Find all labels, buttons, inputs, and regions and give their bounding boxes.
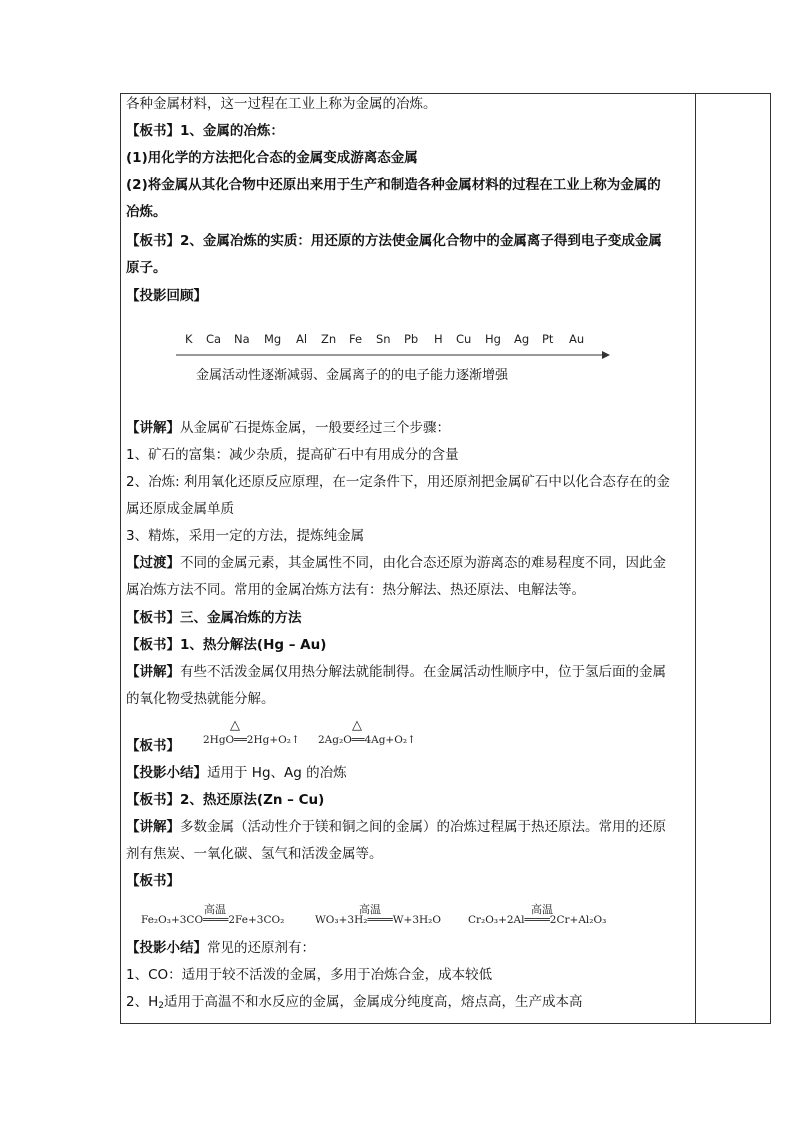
reducer-h2 bbox=[126, 993, 582, 1015]
step-3: 3、精炼，采用一定的方法，提炼纯金属 bbox=[126, 528, 365, 544]
summary-line bbox=[126, 764, 347, 782]
tag: 【板书】 bbox=[126, 233, 180, 249]
element-symbol: Pt bbox=[542, 332, 554, 346]
element-symbol: Fe bbox=[349, 332, 363, 346]
board-label: 【板书】 bbox=[126, 738, 180, 754]
formula-fe2o3: Fe₂O₃+3CO════2Fe+3CO₂ bbox=[141, 914, 285, 926]
summary-line bbox=[126, 939, 315, 957]
text: 2、热还原法(Zn – Cu) bbox=[180, 792, 325, 808]
text: 有些不活泼金属仅用热分解法就能制得。在金属活动性顺序中，位于氢后面的金属 bbox=[180, 664, 666, 680]
essence-cont: 原子。 bbox=[126, 260, 167, 276]
element-symbol: Ca bbox=[206, 332, 222, 346]
element-symbol: K bbox=[185, 332, 193, 346]
heat-symbol: △ bbox=[230, 718, 240, 733]
text: 常见的还原剂有： bbox=[207, 940, 315, 956]
formula-wo3: WO₃+3H₂════W+3H₂O bbox=[315, 914, 441, 926]
text: 适用于 Hg、Ag 的冶炼 bbox=[207, 765, 347, 781]
text: 2、H bbox=[126, 994, 159, 1010]
intro-line: 各种金属材料，这一过程在工业上称为金属的冶炼。 bbox=[126, 96, 437, 112]
formula-ag2o: 2Ag₂O══4Ag+O₂↑ bbox=[318, 734, 416, 746]
text: 适用于高温不和水反应的金属，金属成分纯度高，熔点高，生产成本高 bbox=[163, 994, 583, 1010]
tag: 【过渡】 bbox=[126, 555, 180, 571]
subscript: 2 bbox=[158, 1001, 164, 1011]
element-symbol: Pb bbox=[404, 332, 419, 346]
lecture-cont: 的氧化物受热就能分解。 bbox=[126, 691, 275, 707]
transition-cont: 属冶炼方法不同。常用的金属冶炼方法有：热分解法、热还原法、电解法等。 bbox=[126, 582, 585, 598]
tag: 【讲解】 bbox=[126, 420, 180, 436]
tag: 【板书】 bbox=[126, 792, 180, 808]
element-symbol: Sn bbox=[376, 332, 391, 346]
step-1: 1、矿石的富集：减少杂质，提高矿石中有用成分的含量 bbox=[126, 447, 459, 463]
arrow-right-icon bbox=[176, 349, 612, 361]
tag: 【讲解】 bbox=[126, 664, 180, 680]
text: 1、金属的冶炼： bbox=[180, 123, 284, 139]
formula-hgo: 2HgO══2Hg+O₂↑ bbox=[203, 734, 300, 746]
board-line bbox=[126, 636, 326, 654]
element-symbol: Al bbox=[296, 332, 308, 346]
board-line bbox=[126, 232, 662, 250]
high-temp-label: 高温 bbox=[204, 903, 226, 916]
element-symbol: Ag bbox=[514, 332, 530, 346]
tag: 【板书】 bbox=[126, 637, 180, 653]
text: 2、金属冶炼的实质：用还原的方法使金属化合物中的金属离子得到电子变成金属 bbox=[180, 233, 662, 249]
element-symbol: H bbox=[434, 332, 443, 346]
board-line bbox=[126, 609, 302, 627]
column-divider bbox=[695, 93, 696, 1024]
text: 1、热分解法(Hg – Au) bbox=[180, 637, 327, 653]
element-symbol: Cu bbox=[456, 332, 472, 346]
point-2: (2)将金属从其化合物中还原出来用于生产和制造各种金属材料的过程在工业上称为金属的 bbox=[126, 177, 661, 193]
lecture-cont: 剂有焦炭、一氧化碳、氢气和活泼金属等。 bbox=[126, 846, 383, 862]
transition-line bbox=[126, 554, 666, 572]
heat-symbol: △ bbox=[352, 718, 362, 733]
formula-cr2o3: Cr₂O₃+2Al════2Cr+Al₂O₃ bbox=[468, 914, 607, 926]
tag: 【投影小结】 bbox=[126, 765, 207, 781]
tag: 【讲解】 bbox=[126, 819, 180, 835]
element-symbol: Hg bbox=[485, 332, 501, 346]
high-temp-label: 高温 bbox=[531, 903, 553, 916]
text: 从金属矿石提炼金属，一般要经过三个步骤： bbox=[180, 420, 450, 436]
element-symbol: Au bbox=[569, 332, 585, 346]
tag: 【板书】 bbox=[126, 123, 180, 139]
lecture-line bbox=[126, 419, 450, 437]
high-temp-label: 高温 bbox=[359, 903, 381, 916]
text: 不同的金属元素，其金属性不同，由化合态还原为游离态的难易程度不同，因此金 bbox=[180, 555, 666, 571]
point-2-cont: 冶炼。 bbox=[126, 204, 167, 220]
projection-review: 【投影回顾】 bbox=[126, 288, 207, 304]
board-line bbox=[126, 122, 284, 140]
board-line bbox=[126, 791, 324, 809]
tag: 【投影小结】 bbox=[126, 940, 207, 956]
lecture-line bbox=[126, 818, 666, 836]
activity-caption: 金属活动性逐渐减弱、金属离子的的电子能力逐渐增强 bbox=[196, 368, 509, 383]
step-2-cont: 属还原成金属单质 bbox=[126, 501, 234, 517]
lecture-line bbox=[126, 663, 666, 681]
text: 多数金属（活动性介于镁和铜之间的金属）的冶炼过程属于热还原法。常用的还原 bbox=[180, 819, 666, 835]
tag: 【板书】 bbox=[126, 610, 180, 626]
element-symbol: Na bbox=[234, 332, 250, 346]
reducer-co: 1、CO：适用于较不活泼的金属，多用于冶炼合金，成本较低 bbox=[126, 967, 493, 983]
board-label: 【板书】 bbox=[126, 873, 180, 889]
element-symbol: Zn bbox=[321, 332, 337, 346]
element-symbol: Mg bbox=[264, 332, 282, 346]
text: 三、金属冶炼的方法 bbox=[180, 610, 302, 626]
point-1: (1)用化学的方法把化合态的金属变成游离态金属 bbox=[126, 150, 418, 166]
step-2: 2、冶炼: 利用氧化还原反应原理，在一定条件下，用还原剂把金属矿石中以化合态存在的金 bbox=[126, 474, 670, 490]
